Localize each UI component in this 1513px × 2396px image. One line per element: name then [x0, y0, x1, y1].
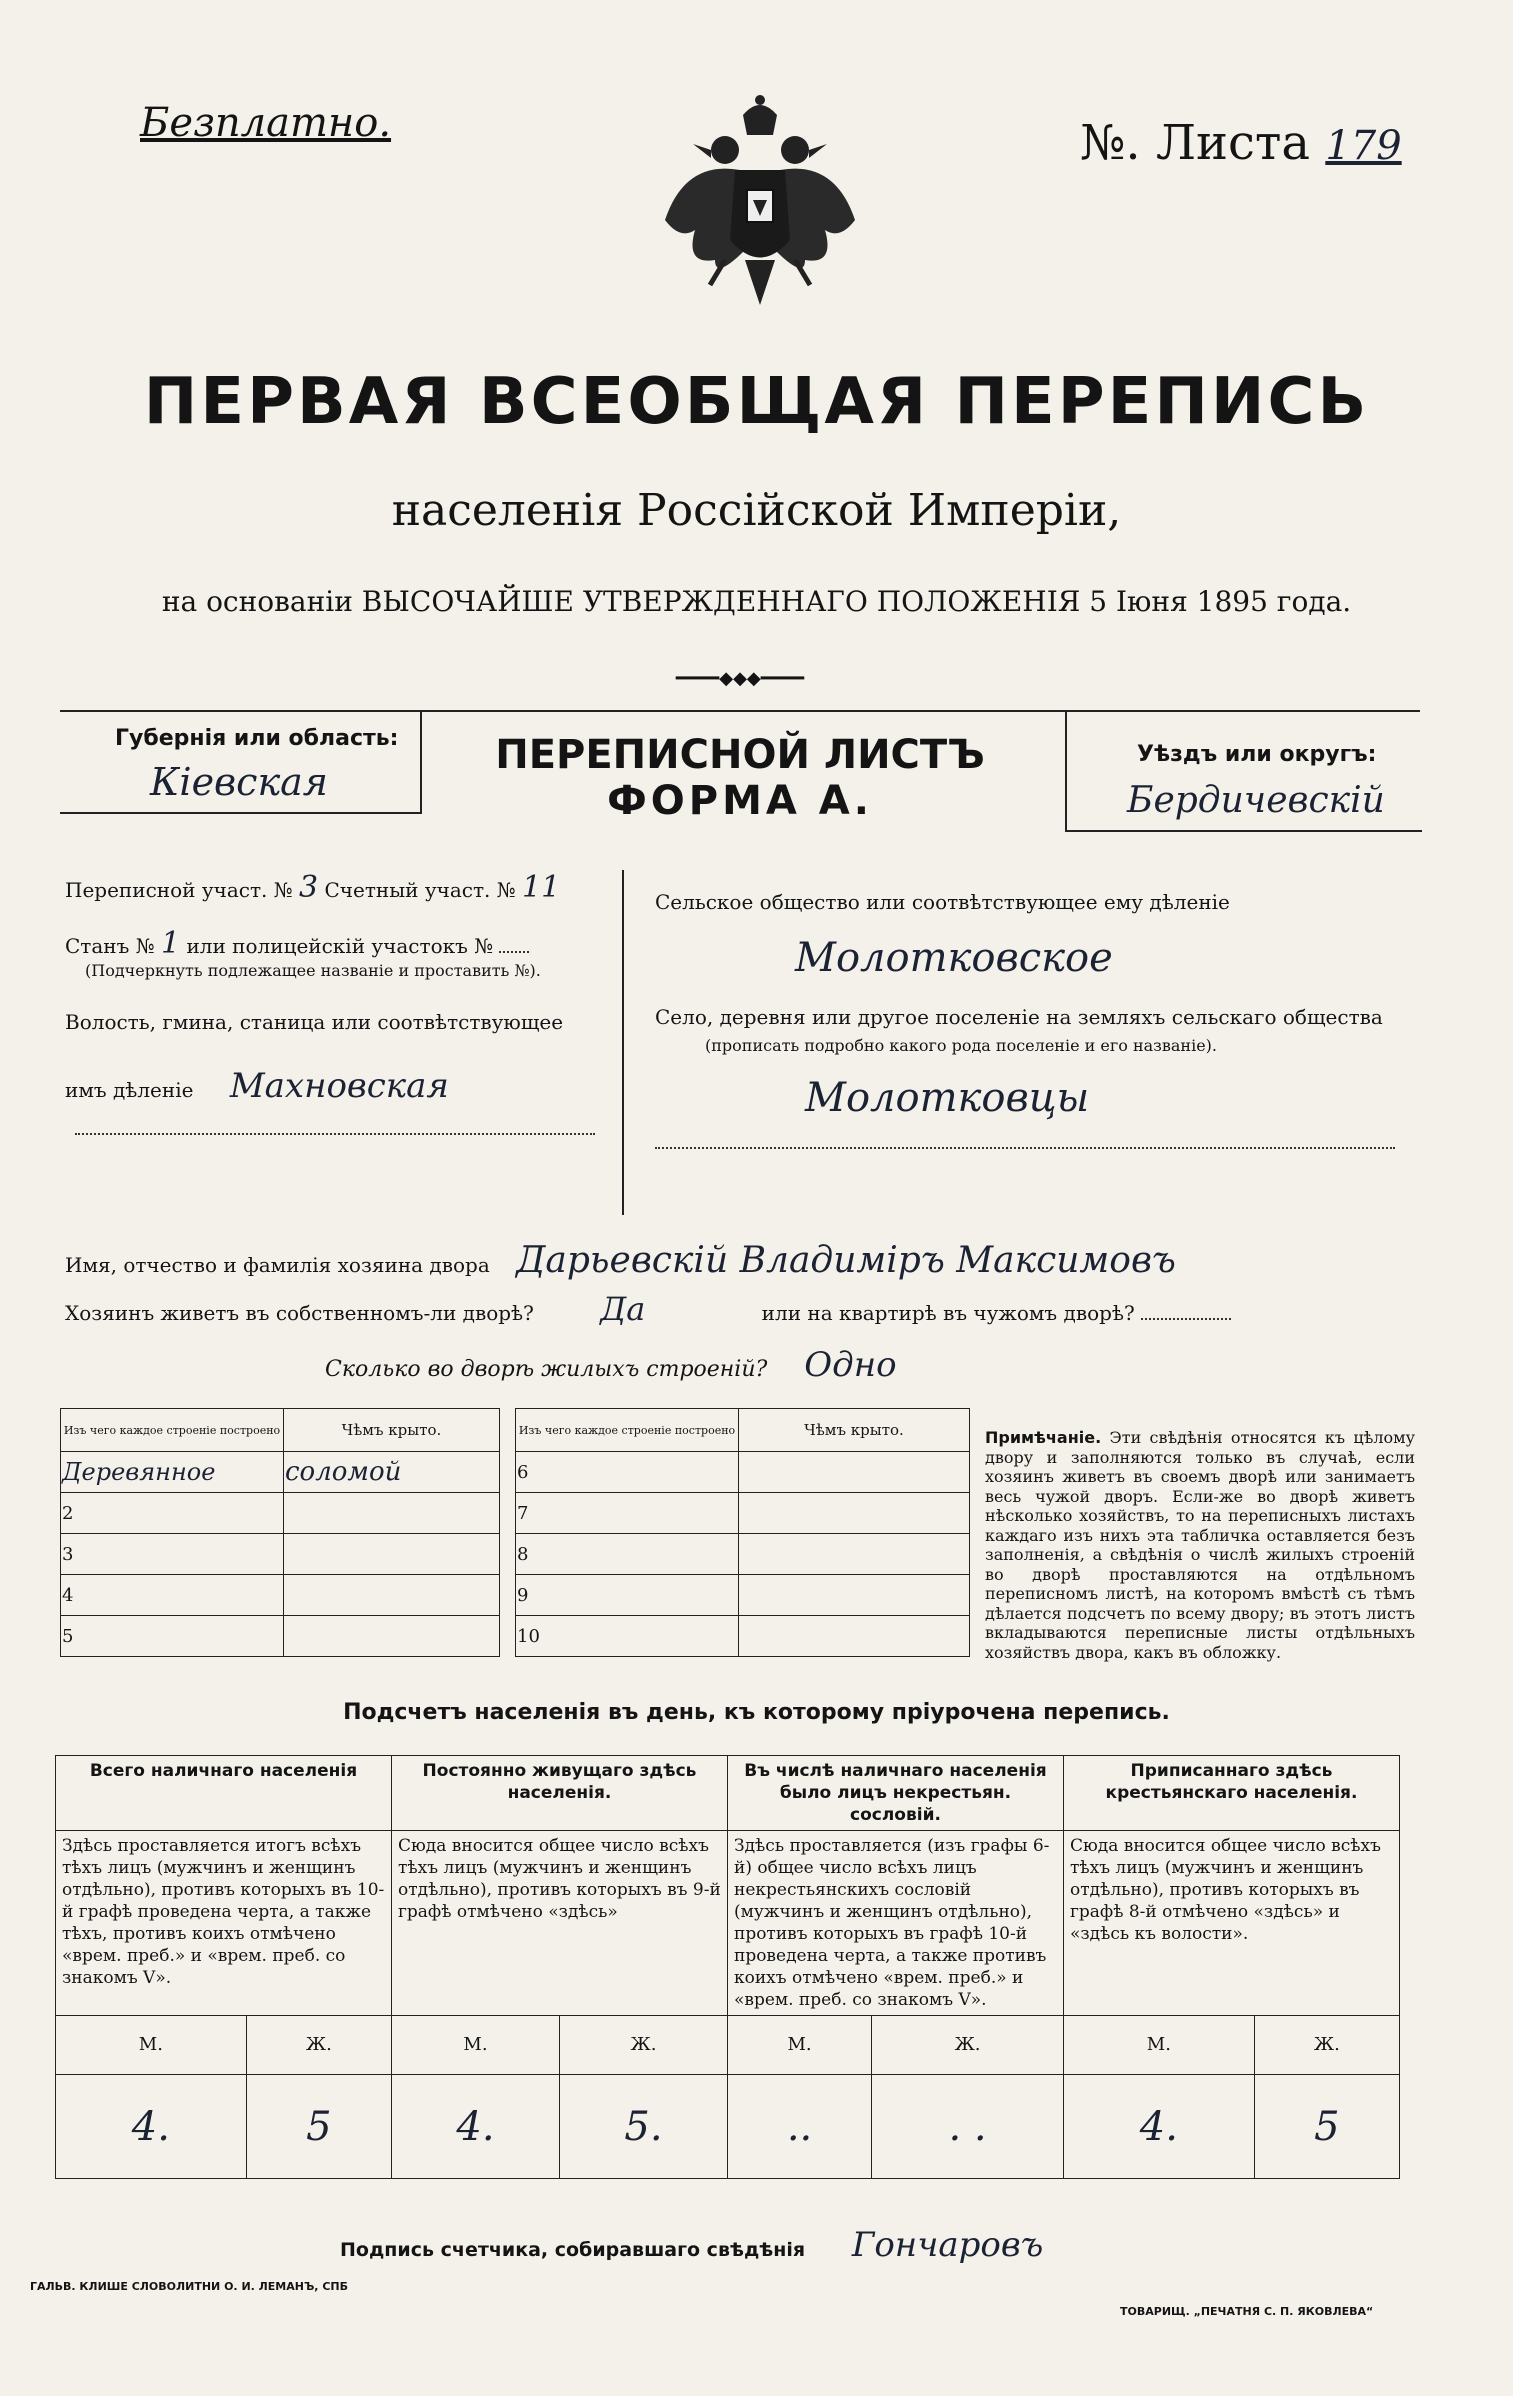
building-num: 5 — [61, 1616, 284, 1657]
female-label: Ж. — [559, 2016, 727, 2075]
province-box — [60, 712, 422, 814]
owner-name-row — [65, 1240, 1445, 1290]
district-label: Уѣздъ или округъ: — [1137, 742, 1377, 767]
ornament-divider: ━━━━◆◆◆━━━━ — [675, 668, 805, 689]
col-total-desc: Здѣсь проставляется итогъ всѣхъ тѣхъ лицъ (мужчинъ и женщинъ отдѣльно), противъ которыхъ въ 10-й графѣ проведена черта, а также тѣхъ, противъ коихъ отмѣчено «врем. преб.» и «врем. преб. со знакомъ V». — [56, 1831, 392, 2016]
building-roof: соломой — [284, 1452, 500, 1493]
camp-row — [65, 926, 610, 960]
building-num: 6 — [516, 1452, 739, 1493]
district-box — [1065, 712, 1422, 832]
table-row — [516, 1575, 970, 1616]
underline-note: (Подчеркнуть подлежащее названіе и проставить №). — [85, 961, 541, 980]
coat-of-arms — [655, 90, 865, 340]
building-cell — [61, 1452, 284, 1493]
footer-right: ТОВАРИЩ. „ПЕЧАТНЯ С. П. ЯКОВЛЕВА“ — [1120, 2305, 1374, 2318]
buildings-row — [65, 1345, 1445, 1385]
building-num: 8 — [516, 1534, 739, 1575]
building-num: 2 — [61, 1493, 284, 1534]
nonpeasant-male-value: .. — [727, 2075, 871, 2179]
table-row — [61, 1452, 500, 1493]
table-row — [61, 1534, 500, 1575]
signature-value: Гончаровъ — [851, 2225, 1044, 2265]
census-title: ПЕРВАЯ ВСЕОБЩАЯ ПЕРЕПИСЬ — [143, 365, 1370, 439]
census-subtitle: населенія Россійской Имперіи, — [391, 485, 1122, 536]
male-label: М. — [56, 2016, 247, 2075]
note-block — [985, 1428, 1415, 1662]
male-label: М. — [391, 2016, 559, 2075]
volost-label2: имъ дѣленіе — [65, 1078, 194, 1102]
building-roof — [284, 1493, 500, 1534]
form-subtitle: ФОРМА А. — [607, 778, 873, 824]
sheet-number — [1080, 115, 1402, 171]
buildings-col-material: Изъ чего каждое строеніе построено — [61, 1409, 284, 1452]
own-yard-row — [65, 1290, 1445, 1345]
col-nonpeasant-heading: Въ числѣ наличнаго населенія было лицъ некрестьян. сословій. — [727, 1756, 1063, 1831]
buildings-table-left — [60, 1408, 500, 1657]
total-female-value: 5 — [246, 2075, 391, 2179]
signature-row — [340, 2225, 1043, 2265]
buildings-col-roof: Чѣмъ крыто. — [284, 1409, 500, 1452]
own-yard-value: Да — [600, 1290, 646, 1328]
right-fields — [655, 890, 1425, 1154]
village-label: Село, деревня или другое поселеніе на земляхъ сельскаго общества — [655, 1005, 1383, 1029]
sheet-number-value: 179 — [1325, 123, 1402, 169]
left-fields — [65, 870, 610, 1140]
village-blank — [655, 1147, 1395, 1149]
table-row — [516, 1452, 970, 1493]
province-value: Кіевская — [150, 760, 328, 804]
female-label: Ж. — [872, 2016, 1064, 2075]
col-nonpeasant-desc: Здѣсь проставляется (изъ графы 6-й) общее число всѣхъ лицъ некрестьянскихъ сословій (мужчинъ и женщинъ отдѣльно), противъ которыхъ въ графѣ 10-й проведена черта, а также противъ коихъ отмѣчено «врем. преб.» и «врем. преб. со знакомъ V». — [727, 1831, 1063, 2016]
rent-blank — [1141, 1318, 1231, 1320]
society-label: Сельское общество или соотвѣтствующее ему дѣленіе — [655, 890, 1230, 914]
census-basis: на основаніи ВЫСОЧАЙШЕ УТВЕРЖДЕННАГО ПОЛОЖЕНІЯ 5 Іюня 1895 года. — [161, 585, 1352, 618]
col-permanent-heading: Постоянно живущаго здѣсь населенія. — [391, 1756, 727, 1831]
census-count-table — [55, 1755, 1400, 2179]
census-values-row — [56, 2075, 1400, 2179]
total-male-value: 4. — [56, 2075, 247, 2179]
form-title: ПЕРЕПИСНОЙ ЛИСТЪ — [495, 732, 985, 778]
sheet-number-label: №. Листа — [1080, 115, 1311, 171]
camp-value: 1 — [161, 926, 181, 961]
double-headed-eagle-icon — [655, 90, 865, 340]
building-num: 10 — [516, 1616, 739, 1657]
table-row — [61, 1493, 500, 1534]
volost-value: Махновская — [229, 1066, 449, 1106]
fields-divider — [622, 870, 624, 1215]
buildings-col-roof: Чѣмъ крыто. — [739, 1409, 970, 1452]
province-label: Губернія или область: — [115, 726, 399, 751]
district-value: Бердичевскій — [1127, 780, 1385, 821]
col-total-heading: Всего наличнаго населенія — [56, 1756, 392, 1831]
census-mf-row — [56, 2016, 1400, 2075]
owner-name-label: Имя, отчество и фамилія хозяина двора — [65, 1253, 490, 1277]
peasant-female-value: 5 — [1254, 2075, 1399, 2179]
building-num: 3 — [61, 1534, 284, 1575]
peasant-male-value: 4. — [1063, 2075, 1254, 2179]
census-desc-row — [56, 1831, 1400, 2016]
footer-left: ГАЛЬВ. КЛИШЕ СЛОВОЛИТНИ О. И. ЛЕМАНЪ, СПБ — [30, 2280, 348, 2293]
permanent-female-value: 5. — [559, 2075, 727, 2179]
table-row — [61, 1616, 500, 1657]
table-row — [516, 1616, 970, 1657]
col-permanent-desc: Сюда вносится общее число всѣхъ тѣхъ лицъ (мужчинъ и женщинъ отдѣльно), противъ которыхъ въ 9-й графѣ отмѣчено «здѣсь» — [391, 1831, 727, 2016]
female-label: Ж. — [246, 2016, 391, 2075]
male-label: М. — [1063, 2016, 1254, 2075]
census-area-label: Переписной участ. № — [65, 878, 293, 902]
volost-label: Волость, гмина, станица или соотвѣтствующее — [65, 1010, 564, 1034]
form-header-band — [60, 710, 1420, 832]
census-count-title: Подсчетъ населенія въ день, къ которому пріурочена перепись. — [343, 1700, 1170, 1725]
free-label: Безплатно. — [140, 100, 392, 146]
table-row — [516, 1534, 970, 1575]
male-label: М. — [727, 2016, 871, 2075]
building-num: 4 — [61, 1575, 284, 1616]
rent-label: или на квартирѣ въ чужомъ дворѣ? — [761, 1301, 1135, 1325]
permanent-male-value: 4. — [391, 2075, 559, 2179]
volost-row — [65, 1066, 610, 1116]
village-value: Молотковцы — [805, 1075, 1090, 1121]
building-roof — [284, 1534, 500, 1575]
buildings-col-material: Изъ чего каждое строеніе построено — [516, 1409, 739, 1452]
count-area-value: 11 — [522, 870, 561, 905]
count-area-label: Счетный участ. № — [324, 878, 516, 902]
building-num: 9 — [516, 1575, 739, 1616]
building-roof — [284, 1616, 500, 1657]
note-text: Эти свѣдѣнія относятся къ цѣлому двору и заполняются только въ случаѣ, если хозяинъ живетъ въ своемъ дворѣ или занимаетъ весь чужой дворъ. Если-же во дворѣ живетъ нѣсколько хозяйствъ, то на переписныхъ листахъ каждаго изъ нихъ эта табличка оставляется безъ заполненія, а свѣдѣнія о числѣ жилыхъ строеній во дворѣ проставляются на отдѣльномъ переписномъ листѣ, на которомъ вмѣстѣ съ тѣмъ дѣлается подсчетъ по всему двору; въ этотъ листъ вкладываются переписные листы отдѣльныхъ хозяйствъ двора, какъ въ обложку. — [985, 1428, 1416, 1662]
buildings-value: Одно — [804, 1345, 897, 1385]
building-material: Деревянное — [62, 1458, 216, 1486]
buildings-label: Сколько во дворѣ жилыхъ строеній? — [325, 1357, 768, 1382]
owner-fields — [65, 1240, 1445, 1385]
census-headings-row — [56, 1756, 1400, 1831]
village-note: (прописать подробно какого рода поселеніе и его названіе). — [705, 1036, 1217, 1055]
buildings-table-right — [515, 1408, 970, 1657]
census-area-row — [65, 870, 610, 926]
volost-blank — [75, 1133, 595, 1135]
nonpeasant-female-value: . . — [872, 2075, 1064, 2179]
note-title: Примѣчаніе. — [985, 1428, 1102, 1447]
society-value: Молотковское — [795, 935, 1113, 981]
female-label: Ж. — [1254, 2016, 1399, 2075]
own-yard-label: Хозяинъ живетъ въ собственномъ-ли дворѣ? — [65, 1301, 534, 1325]
building-roof — [284, 1575, 500, 1616]
col-peasant-heading: Приписаннаго здѣсь крестьянскаго населенія. — [1063, 1756, 1399, 1831]
owner-name-value: Дарьевскій Владиміръ Максимовъ — [516, 1240, 1176, 1281]
camp-label: Станъ № — [65, 934, 155, 958]
census-area-value: 3 — [299, 870, 319, 905]
signature-label: Подпись счетчика, собиравшаго свѣдѣнія — [340, 2239, 806, 2261]
building-num: 7 — [516, 1493, 739, 1534]
police-label: или полицейскій участокъ № — [186, 934, 494, 958]
col-peasant-desc: Сюда вносится общее число всѣхъ тѣхъ лицъ (мужчинъ и женщинъ отдѣльно), противъ которыхъ въ графѣ 8-й отмѣчено «здѣсь» и «здѣсь къ волости». — [1063, 1831, 1399, 2016]
table-row — [61, 1575, 500, 1616]
police-blank — [499, 951, 529, 953]
table-row — [516, 1493, 970, 1534]
